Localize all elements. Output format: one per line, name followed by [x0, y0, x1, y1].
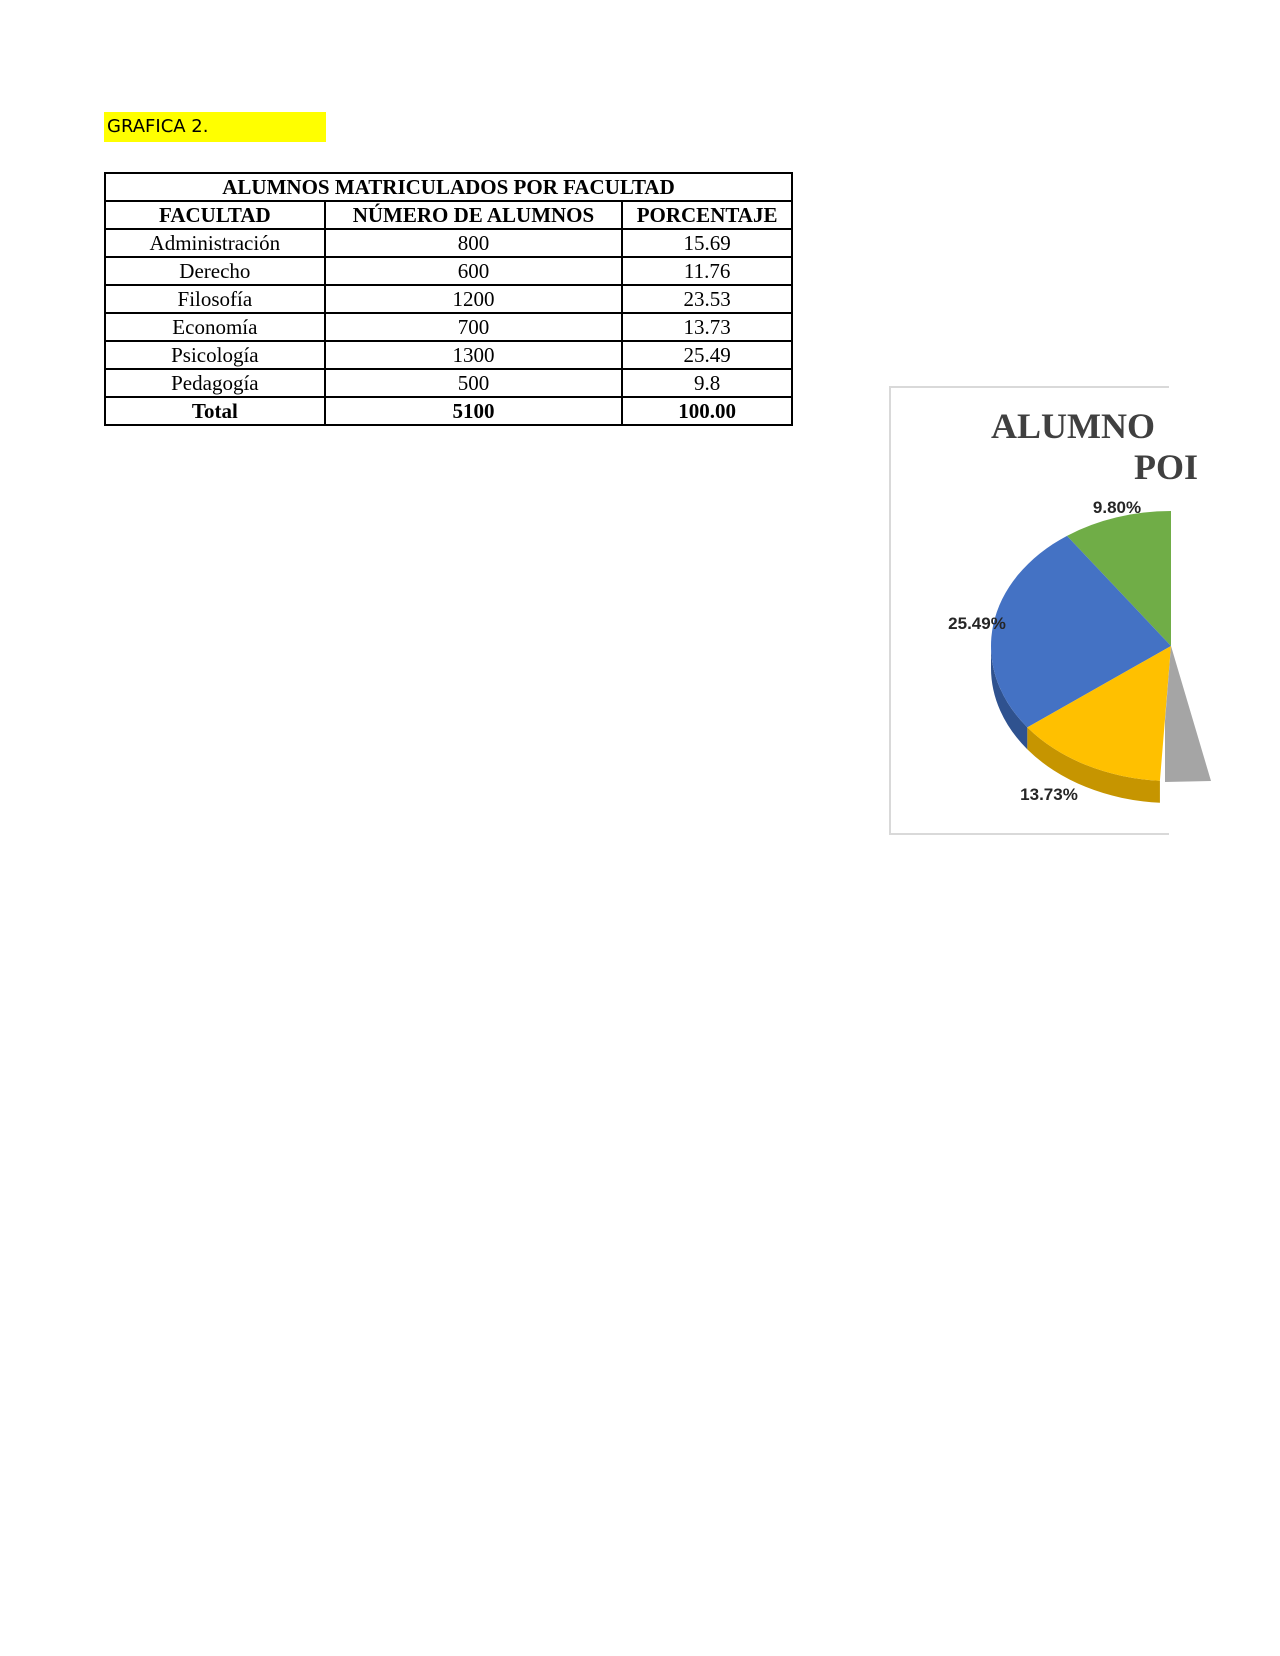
table-row — [105, 257, 792, 285]
table-row — [105, 341, 792, 369]
cell-porcentaje: 11.76 — [622, 257, 792, 285]
cell-numero: 1200 — [325, 285, 622, 313]
cell-facultad: Pedagogía — [105, 369, 325, 397]
cell-numero: 700 — [325, 313, 622, 341]
enrollment-table — [104, 172, 793, 426]
cell-facultad: Psicología — [105, 341, 325, 369]
header-porcentaje: PORCENTAJE — [622, 201, 792, 229]
chart-title-line1: ALUMNO — [991, 406, 1155, 446]
cell-porcentaje: 9.8 — [622, 369, 792, 397]
header-numero: NÚMERO DE ALUMNOS — [325, 201, 622, 229]
cell-facultad: Administración — [105, 229, 325, 257]
table-row — [105, 285, 792, 313]
chart-label: GRAFICA 2. — [104, 112, 326, 142]
total-label: Total — [105, 397, 325, 425]
pie-data-label: 9.80% — [1092, 498, 1142, 517]
table-row — [105, 369, 792, 397]
table-row — [105, 313, 792, 341]
table-row — [105, 229, 792, 257]
cell-facultad: Economía — [105, 313, 325, 341]
pie-chart-frame[interactable] — [889, 386, 1198, 835]
pie-data-label: 25.49% — [948, 614, 1006, 633]
table-title: ALUMNOS MATRICULADOS POR FACULTAD — [105, 173, 792, 201]
table-title-row — [105, 173, 792, 201]
cell-porcentaje: 25.49 — [622, 341, 792, 369]
pie-slice[interactable] — [1165, 646, 1211, 782]
cell-numero: 600 — [325, 257, 622, 285]
cell-numero: 1300 — [325, 341, 622, 369]
cell-porcentaje: 23.53 — [622, 285, 792, 313]
cell-numero: 500 — [325, 369, 622, 397]
total-numero: 5100 — [325, 397, 622, 425]
pie-chart — [891, 388, 1198, 837]
table-total-row — [105, 397, 792, 425]
cell-porcentaje: 15.69 — [622, 229, 792, 257]
chart-title-line2: POI — [1133, 447, 1198, 487]
cell-porcentaje: 13.73 — [622, 313, 792, 341]
cell-numero: 800 — [325, 229, 622, 257]
table-header-row — [105, 201, 792, 229]
cell-facultad: Filosofía — [105, 285, 325, 313]
pie-data-label: 13.73% — [1020, 785, 1078, 804]
total-porcentaje: 100.00 — [622, 397, 792, 425]
cell-facultad: Derecho — [105, 257, 325, 285]
header-facultad: FACULTAD — [105, 201, 325, 229]
